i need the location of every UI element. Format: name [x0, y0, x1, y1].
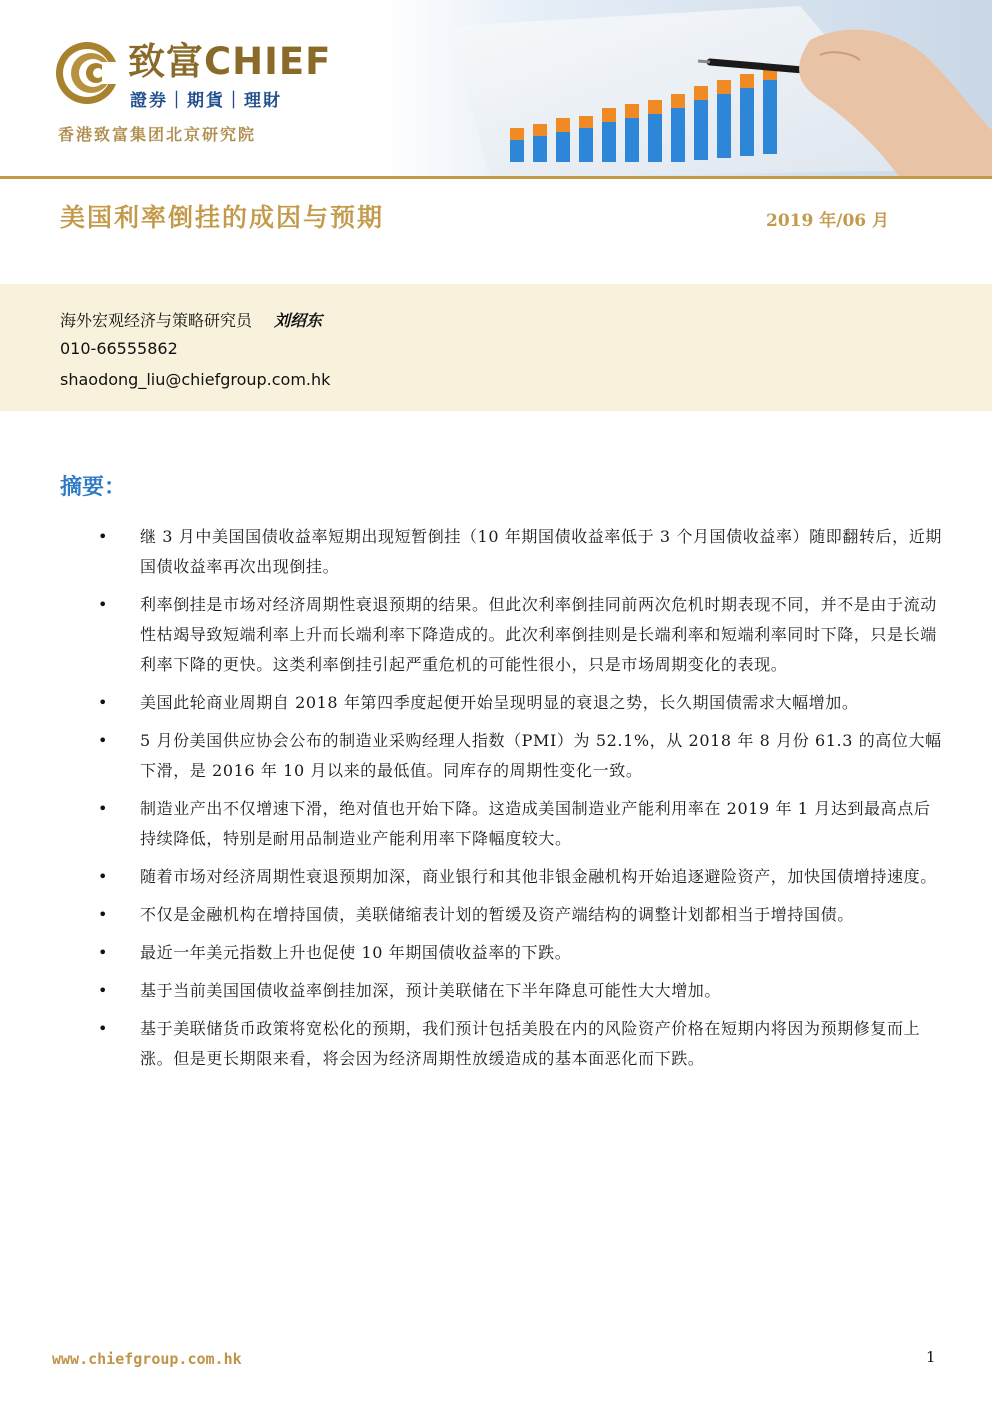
bullet-icon: • [98, 943, 109, 962]
list-item-text: 基于当前美国国债收益率倒挂加深，预计美联储在下半年降息可能性大大增加。 [140, 981, 722, 1000]
chief-logo-icon [54, 40, 120, 106]
institute-name: 香港致富集团北京研究院 [58, 125, 257, 144]
list-item-text: 美国此轮商业周期自 2018 年第四季度起便开始呈现明显的衰退之势，长久期国债需求大幅增加。 [140, 693, 859, 712]
list-item-text: 5 月份美国供应协会公布的制造业采购经理人指数（PMI）为 52.1%，从 2018 年 8 月份 61.3 的高位大幅下滑，是 2016 年 10 月以来的最低值。同库存的周期性变化一致。 [140, 731, 942, 780]
list-item [96, 726, 942, 786]
brand-name: 致富CHIEF [128, 40, 332, 83]
report-header [0, 0, 992, 178]
list-item [96, 900, 942, 930]
bullet-icon: • [98, 731, 109, 750]
list-item [96, 862, 942, 892]
list-item-text: 随着市场对经济周期性衰退预期加深，商业银行和其他非银金融机构开始追逐避险资产，加快国债增持速度。 [140, 867, 937, 886]
bullet-icon: • [98, 595, 109, 614]
list-item-text: 制造业产出不仅增速下滑，绝对值也开始下降。这造成美国制造业产能利用率在 2019 年 1 月达到最高点后持续降低，特别是耐用品制造业产能利用率下降幅度较大。 [140, 799, 931, 848]
brand-subtitle: 證券｜期貨｜理財 [130, 91, 282, 111]
list-item-text: 最近一年美元指数上升也促使 10 年期国债收益率的下跌。 [140, 943, 572, 962]
list-item-text: 基于美联储货币政策将宽松化的预期，我们预计包括美股在内的风险资产价格在短期内将因为预期修复而上涨。但是更长期限来看，将会因为经济周期性放缓造成的基本面恶化而下跌。 [140, 1019, 921, 1068]
list-item-text: 不仅是金融机构在增持国债，美联储缩表计划的暂缓及资产端结构的调整计划都相当于增持国债。 [140, 905, 854, 924]
bullet-icon: • [98, 981, 109, 1000]
bullet-icon: • [98, 527, 109, 546]
list-item [96, 794, 942, 854]
list-item [96, 688, 942, 718]
list-item [96, 1014, 942, 1074]
author-email: shaodong_liu@chiefgroup.com.hk [60, 370, 331, 389]
list-item-text: 利率倒挂是市场对经济周期性衰退预期的结果。但此次利率倒挂同前两次危机时期表现不同，并不是由于流动性枯竭导致短端利率上升而长端利率下降造成的。此次利率倒挂则是长端利率和短端利率同时下降，只是长端利率下降的更快。这类利率倒挂引起严重危机的可能性很小，只是市场周期变化的表现。 [140, 595, 937, 674]
author-role-line [60, 308, 322, 331]
bullet-icon: • [98, 867, 109, 886]
list-item [96, 938, 942, 968]
summary-list [96, 522, 942, 1082]
page-number: 1 [926, 1348, 936, 1366]
bullet-icon: • [98, 905, 109, 924]
bullet-icon: • [98, 1019, 109, 1038]
author-phone: 010-66555862 [60, 339, 178, 358]
bullet-icon: • [98, 799, 109, 818]
summary-heading: 摘要： [60, 474, 127, 500]
header-divider [0, 176, 992, 179]
list-item-text: 继 3 月中美国国债收益率短期出现短暂倒挂（10 年期国债收益率低于 3 个月国债收益率）随即翻转后，近期国债收益率再次出现倒挂。 [140, 527, 942, 576]
list-item [96, 976, 942, 1006]
list-item [96, 522, 942, 582]
list-item [96, 590, 942, 680]
author-info-box [0, 284, 992, 411]
report-date: 2019 年/06 月 [766, 211, 890, 231]
author-name: 刘绍东 [274, 311, 323, 330]
footer-website-link[interactable]: www.chiefgroup.com.hk [52, 1350, 242, 1368]
banner-chart-image [380, 0, 992, 178]
report-title: 美国利率倒挂的成因与预期 [60, 203, 385, 232]
author-role: 海外宏观经济与策略研究员 [60, 311, 253, 330]
bullet-icon: • [98, 693, 109, 712]
